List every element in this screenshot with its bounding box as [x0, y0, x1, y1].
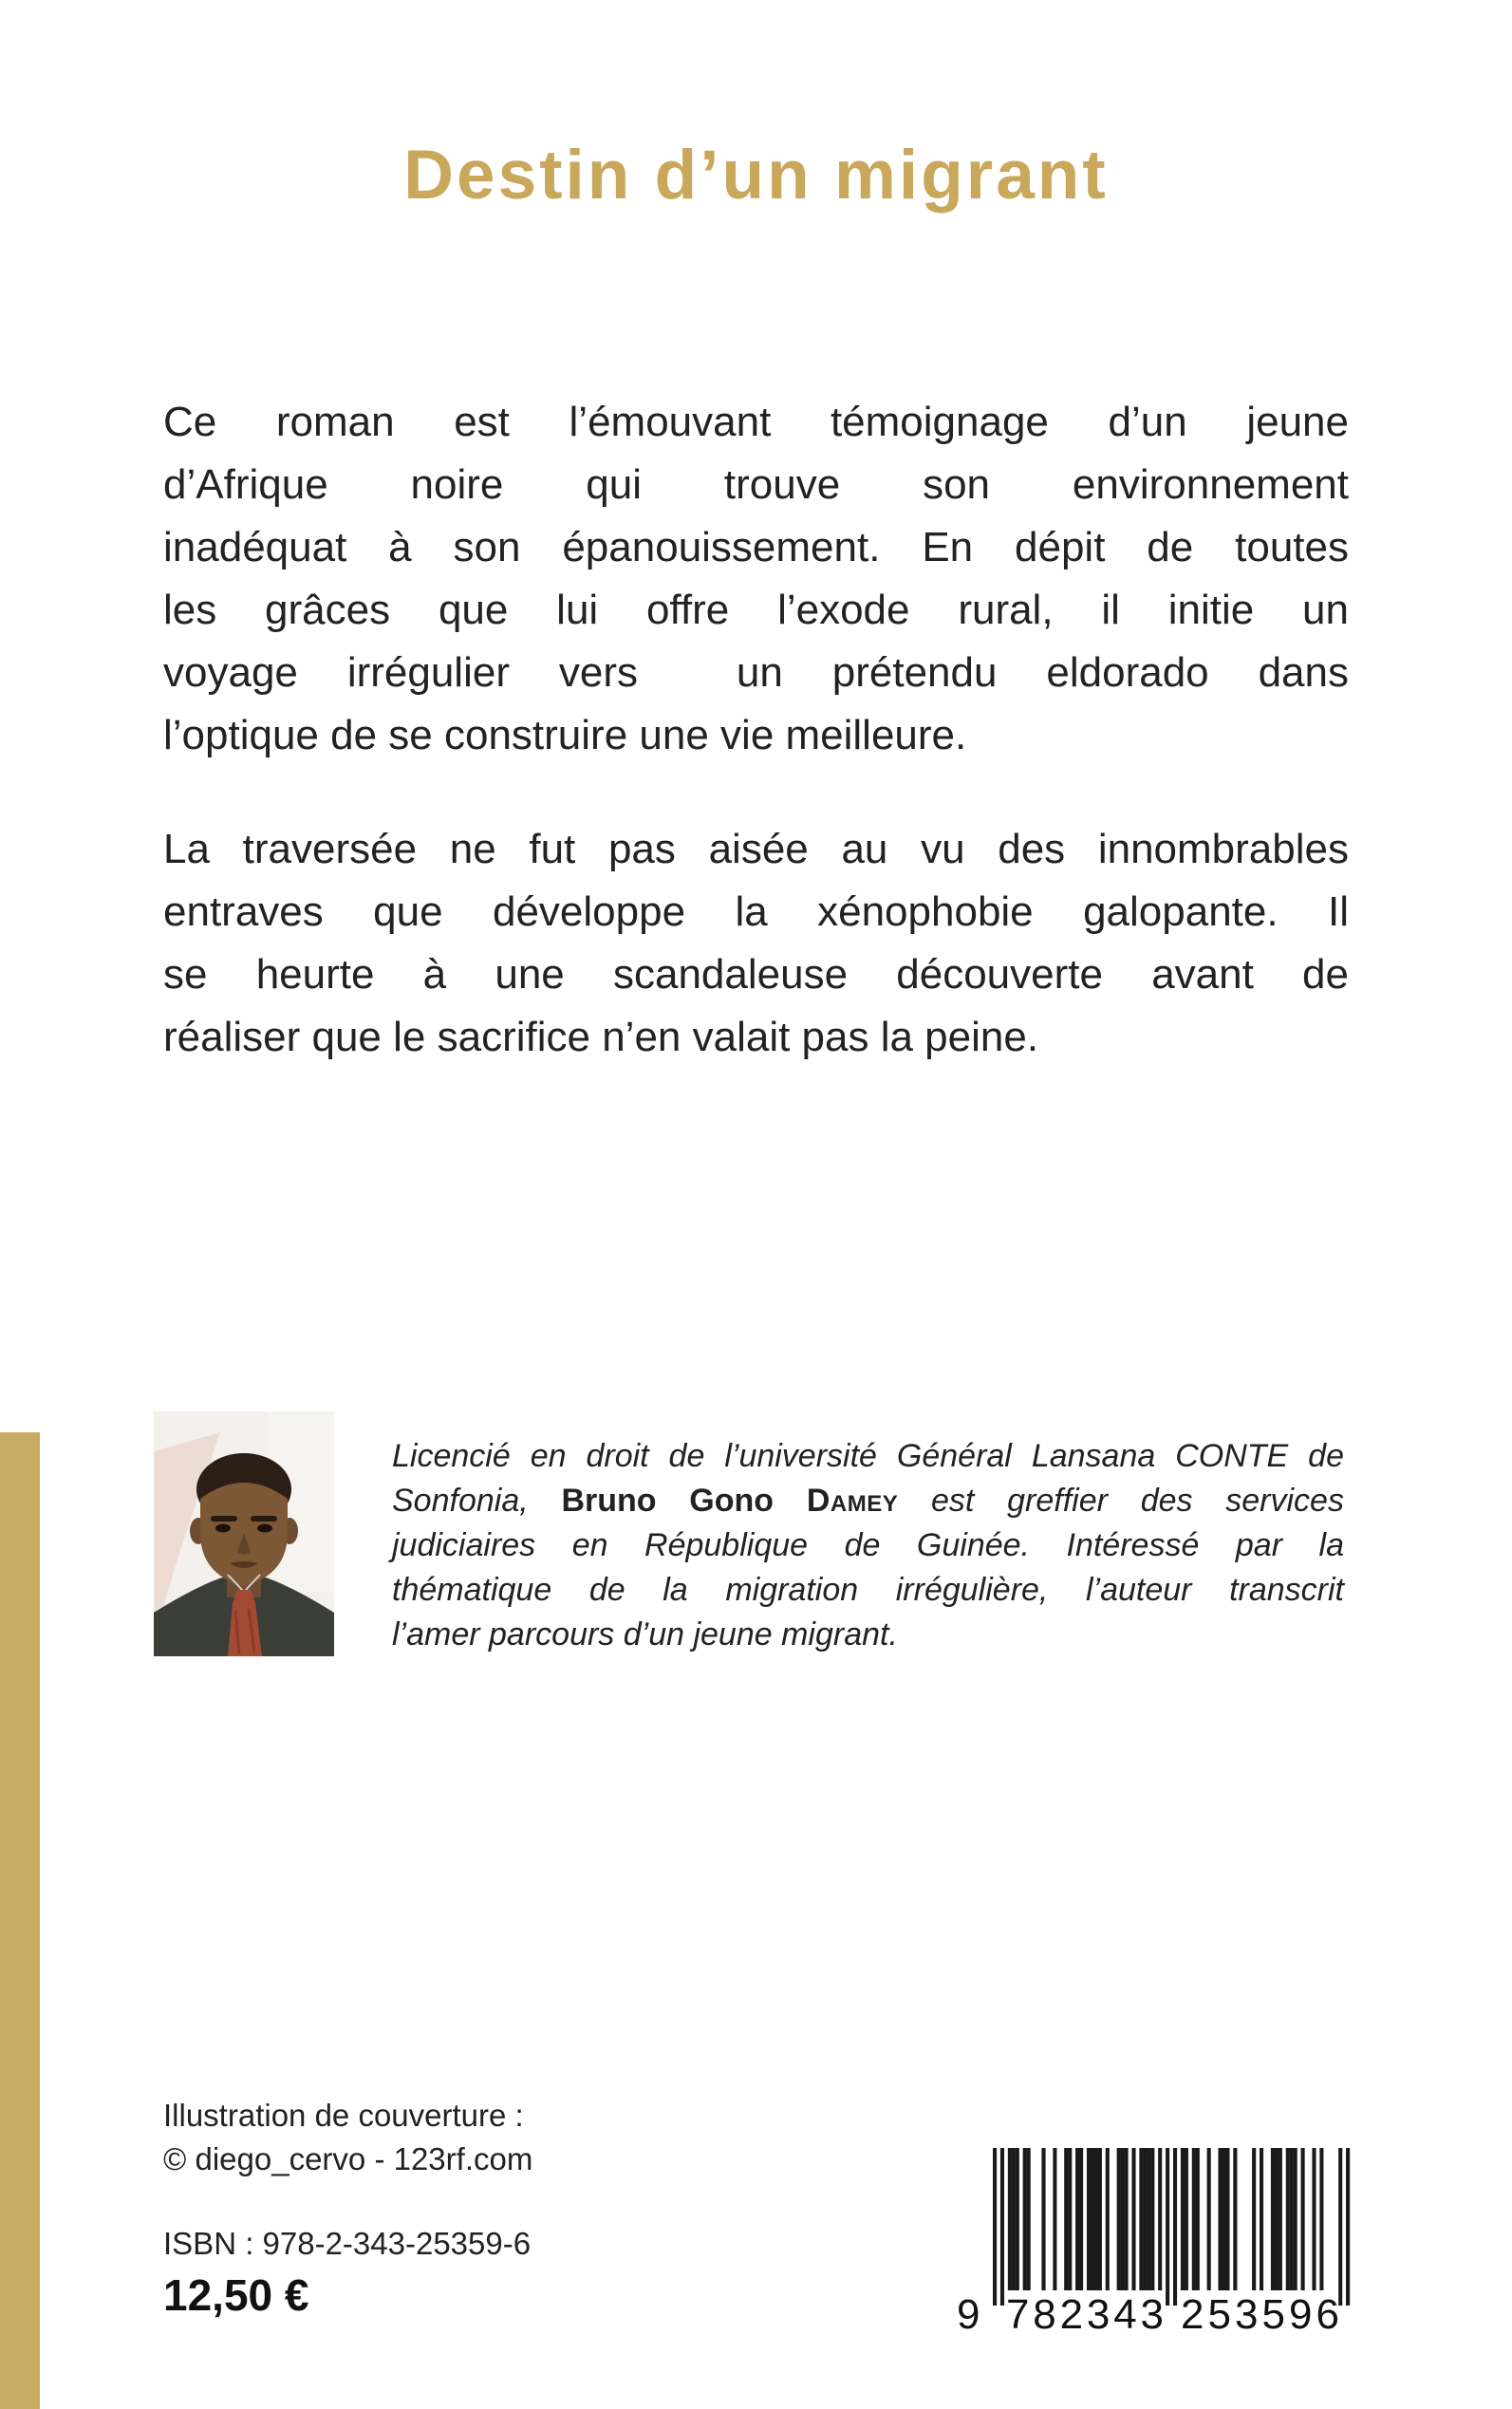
author-name: Damey — [806, 1483, 899, 1519]
synopsis-line: se heurte à une scandaleuse découverte avant de — [163, 951, 1349, 998]
synopsis-line: entraves que développe la xénophobie galopante. Il — [163, 888, 1349, 935]
bio-line — [392, 1568, 1344, 1613]
barcode-digit: 9 — [1289, 2291, 1313, 2338]
synopsis-line: les grâces que lui offre l’exode rural, il initie un — [163, 587, 1349, 633]
synopsis-paragraph-2 — [163, 818, 1349, 1069]
synopsis-paragraph-1 — [163, 391, 1349, 767]
synopsis-line: l’optique de se construire une vie meilleure. — [163, 712, 967, 758]
barcode-digit: 2 — [1181, 2291, 1204, 2338]
barcode-digits-right — [1181, 2291, 1339, 2338]
bio-text: Licencié en droit de l’université Général Lansana CONTE de — [392, 1438, 1344, 1474]
barcode-digit: 5 — [1261, 2291, 1285, 2338]
bio-text: judiciaires en République de Guinée. Intéressé par la — [392, 1527, 1344, 1563]
barcode-digit: 5 — [1207, 2291, 1231, 2338]
bio-text: l’amer parcours d’un jeune migrant. — [392, 1616, 898, 1653]
ean13-barcode — [957, 2140, 1355, 2338]
barcode-digit: 6 — [1316, 2291, 1339, 2338]
barcode-digit: 8 — [1033, 2291, 1056, 2338]
isbn-text: ISBN : 978-2-343-25359-6 — [163, 2226, 532, 2261]
bio-line — [392, 1434, 1344, 1479]
author-name: Bruno Gono — [561, 1483, 807, 1519]
barcode-digit: 3 — [1140, 2291, 1164, 2338]
synopsis-line: voyage irrégulier vers un prétendu eldorado dans — [163, 649, 1349, 696]
bio-line — [392, 1523, 1344, 1568]
barcode-digits-left — [1006, 2291, 1164, 2338]
barcode-digit-system — [957, 2291, 985, 2338]
author-portrait-image — [154, 1411, 334, 1656]
price-text: 12,50 € — [163, 2270, 309, 2320]
synopsis-line: d’Afrique noire qui trouve son environnement — [163, 461, 1349, 508]
barcode-digit: 3 — [1086, 2291, 1111, 2338]
barcode-digit: 7 — [1006, 2291, 1030, 2338]
bio-line — [392, 1613, 1344, 1657]
author-bio — [392, 1434, 1344, 1657]
barcode-digits — [957, 2291, 1355, 2338]
barcode-digit: 4 — [1113, 2291, 1137, 2338]
spine-gold-stripe — [0, 1432, 40, 2409]
barcode-digit: 3 — [1235, 2291, 1259, 2338]
cover-credits — [163, 2094, 532, 2181]
bio-text: est greffier des services — [898, 1483, 1344, 1519]
author-photo — [154, 1411, 334, 1656]
synopsis-line: Ce roman est l’émouvant témoignage d’un jeune — [163, 399, 1349, 445]
bio-text: Sonfonia, — [392, 1483, 562, 1519]
synopsis-line: réaliser que le sacrifice n’en valait pas la peine. — [163, 1014, 1039, 1060]
barcode-digit: 9 — [957, 2291, 980, 2338]
credit-copyright: © diego_cervo - 123rf.com — [163, 2141, 533, 2176]
barcode-bars — [957, 2140, 1355, 2306]
bio-line — [392, 1479, 1344, 1523]
barcode-digit: 2 — [1059, 2291, 1084, 2338]
synopsis-line: La traversée ne fut pas aisée au vu des innombrables — [163, 826, 1349, 872]
book-title: Destin d’un migrant — [403, 137, 1109, 214]
bio-text: thématique de la migration irrégulière, l’auteur transcrit — [392, 1572, 1344, 1608]
credit-illustration-label: Illustration de couverture : — [163, 2098, 524, 2133]
synopsis-line: inadéquat à son épanouissement. En dépit de toutes — [163, 524, 1349, 570]
